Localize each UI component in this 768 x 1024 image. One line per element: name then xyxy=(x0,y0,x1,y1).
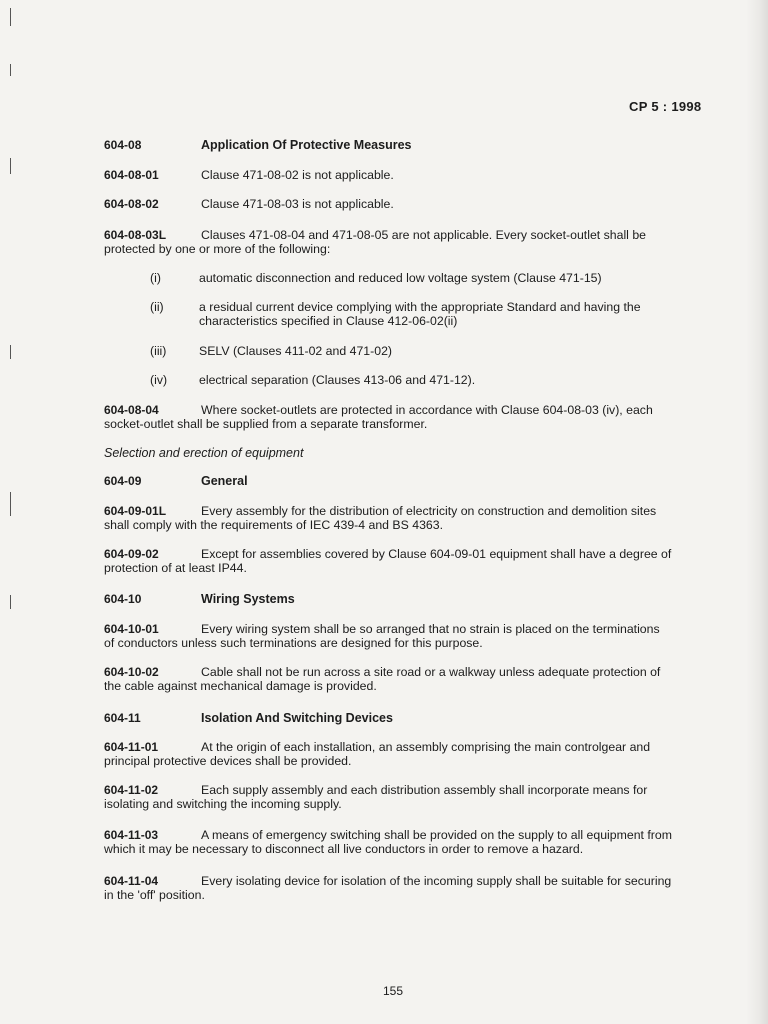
clause-number: 604-10-01 xyxy=(104,622,159,636)
binding-mark xyxy=(10,64,11,76)
clause-text-line: in the 'off' position. xyxy=(104,888,205,902)
section-number: 604-10 xyxy=(104,592,142,606)
clause-number: 604-08-02 xyxy=(104,197,159,211)
document-reference: CP 5 : 1998 xyxy=(629,99,702,114)
clause-number: 604-11-01 xyxy=(104,740,159,754)
page-edge-shadow xyxy=(746,0,768,1024)
list-text: characteristics specified in Clause 412-06-02(ii) xyxy=(199,314,458,328)
clause-number: 604-10-02 xyxy=(104,665,159,679)
clause-text-line: A means of emergency switching shall be provided on the supply to all equipment from xyxy=(201,828,672,842)
clause-text-line: Except for assemblies covered by Clause 604-09-01 equipment shall have a degree of xyxy=(201,547,672,561)
clause-text-line: Every assembly for the distribution of electricity on construction and demolition sites xyxy=(201,504,657,518)
clause-text-line: Every isolating device for isolation of the incoming supply shall be suitable for securing xyxy=(201,874,672,888)
clause-text-line: Every wiring system shall be so arranged that no strain is placed on the terminations xyxy=(201,622,660,636)
clause-text-line: principal protective devices shall be provided. xyxy=(104,754,352,768)
clause-number: 604-09-02 xyxy=(104,547,159,561)
clause-text-line: Cable shall not be run across a site road or a walkway unless adequate protection of xyxy=(201,665,661,679)
section-number: 604-09 xyxy=(104,474,142,488)
list-marker: (ii) xyxy=(150,300,164,314)
list-marker: (i) xyxy=(150,271,161,285)
clause-text-line: protected by one or more of the following: xyxy=(104,242,331,256)
clause-number: 604-11-02 xyxy=(104,783,159,797)
list-marker: (iv) xyxy=(150,373,168,387)
clause-number: 604-08-04 xyxy=(104,403,159,417)
clause-text-line: the cable against mechanical damage is provided. xyxy=(104,679,377,693)
list-text: electrical separation (Clauses 413-06 and 471-12). xyxy=(199,373,476,387)
section-title: Wiring Systems xyxy=(201,592,295,606)
clause-number: 604-08-01 xyxy=(104,168,159,182)
clause-text-line: protection of at least IP44. xyxy=(104,561,247,575)
binding-mark xyxy=(10,158,11,174)
clause-text-line: which it may be necessary to disconnect all live conductors in order to remove a hazard. xyxy=(104,842,584,856)
clause-text-line: socket-outlet shall be supplied from a separate transformer. xyxy=(104,417,428,431)
section-title: Application Of Protective Measures xyxy=(201,138,412,152)
clause-text-line: Where socket-outlets are protected in accordance with Clause 604-08-03 (iv), each xyxy=(201,403,653,417)
clause-text-line: isolating and switching the incoming supply. xyxy=(104,797,342,811)
clause-text-line: Clauses 471-08-04 and 471-08-05 are not applicable. Every socket-outlet shall be xyxy=(201,228,647,242)
clause-text-line: of conductors unless such terminations are designed for this purpose. xyxy=(104,636,483,650)
clause-text: Clause 471-08-03 is not applicable. xyxy=(201,197,394,211)
binding-mark xyxy=(10,8,11,26)
clause-text-line: Each supply assembly and each distribution assembly shall incorporate means for xyxy=(201,783,648,797)
clause-number: 604-09-01L xyxy=(104,504,167,518)
subheading: Selection and erection of equipment xyxy=(104,446,304,460)
section-title: Isolation And Switching Devices xyxy=(201,711,393,725)
clause-number: 604-08-03L xyxy=(104,228,167,242)
section-number: 604-11 xyxy=(104,711,141,725)
binding-mark xyxy=(10,345,11,359)
list-marker: (iii) xyxy=(150,344,167,358)
binding-mark xyxy=(10,492,11,516)
clause-text-line: At the origin of each installation, an assembly comprising the main controlgear and xyxy=(201,740,651,754)
clause-number: 604-11-03 xyxy=(104,828,159,842)
list-text: automatic disconnection and reduced low voltage system (Clause 471-15) xyxy=(199,271,602,285)
clause-text: Clause 471-08-02 is not applicable. xyxy=(201,168,394,182)
section-title: General xyxy=(201,474,248,488)
page-number: 155 xyxy=(383,984,404,998)
clause-text-line: shall comply with the requirements of IEC 439-4 and BS 4363. xyxy=(104,518,444,532)
binding-mark xyxy=(10,595,11,609)
section-number: 604-08 xyxy=(104,138,142,152)
clause-number: 604-11-04 xyxy=(104,874,159,888)
list-text: SELV (Clauses 411-02 and 471-02) xyxy=(199,344,392,358)
list-text: a residual current device complying with the appropriate Standard and having the xyxy=(199,300,641,314)
